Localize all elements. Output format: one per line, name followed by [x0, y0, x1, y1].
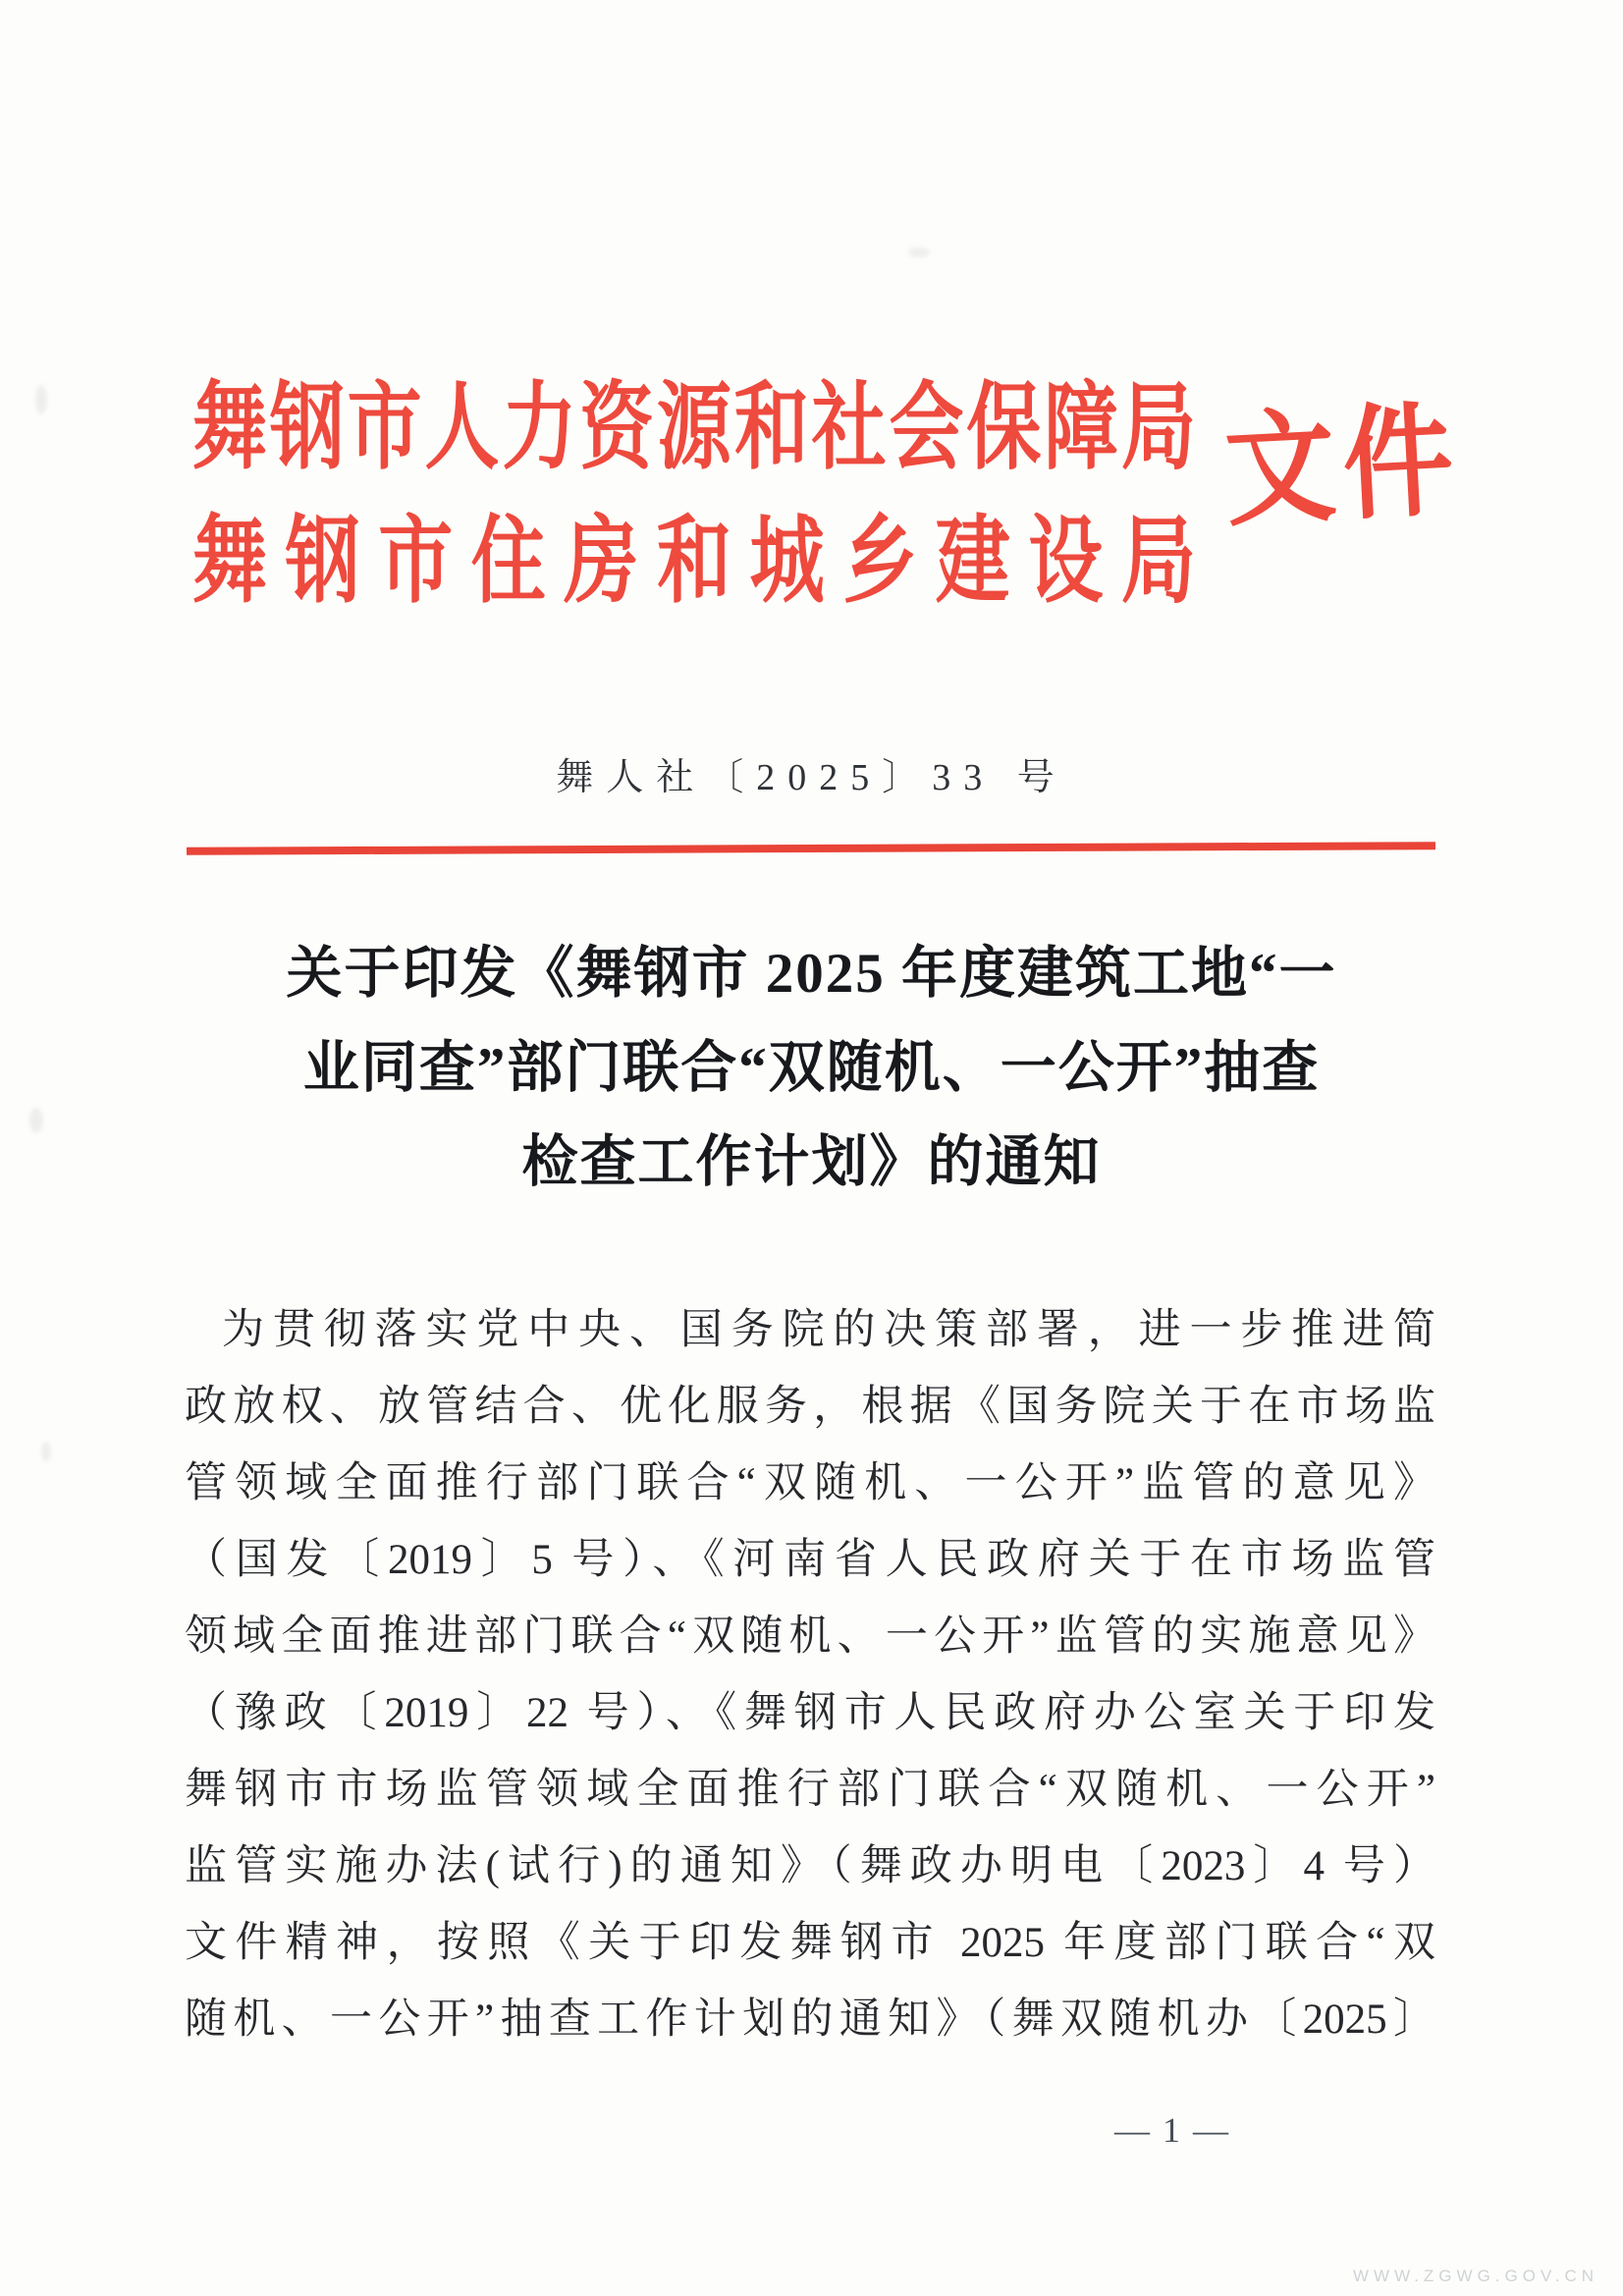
body-text-line: 管领域全面推行部门联合“双随机、一公开”监管的意见》 [185, 1460, 1435, 1506]
document-body [185, 1292, 1435, 2058]
body-text-line: 随机、一公开”抽查工作计划的通知》（舞双随机办〔2025〕 [185, 1996, 1435, 2043]
document-title-line-3: 检查工作计划》的通知 [521, 1131, 1102, 1193]
letterhead-org-name-1: 舞钢市人力资源和社会保障局 [192, 375, 1196, 482]
scan-artifact [41, 1442, 51, 1461]
scan-artifact [908, 247, 930, 257]
body-text-line: 领域全面推进部门联合“双随机、一公开”监管的实施意见》 [185, 1613, 1435, 1660]
scan-artifact [35, 385, 47, 414]
body-text-line: （豫政〔2019〕22 号）、《舞钢市人民政府办公室关于印发 [185, 1690, 1435, 1736]
document-title [98, 927, 1525, 1210]
red-divider-rule [187, 842, 1435, 855]
document-number: 舞人社〔2025〕33 号 [556, 757, 1067, 798]
body-text-line: 舞钢市市场监管领域全面推行部门联合“双随机、一公开” [185, 1767, 1435, 1813]
page-number: — 1 — [1114, 2110, 1230, 2150]
body-text-line: 为贯彻落实党中央、国务院的决策部署，进一步推进简 [222, 1307, 1435, 1353]
letterhead-org-name-2: 舞钢市住房和城乡建设局 [192, 509, 1196, 616]
body-text-line: 文件精神，按照《关于印发舞钢市 2025 年度部门联合“双 [185, 1920, 1435, 1966]
letterhead-doc-type: 文件 [1221, 393, 1465, 542]
body-text-line: 政放权、放管结合、优化服务，根据《国务院关于在市场监 [185, 1384, 1435, 1430]
site-watermark: WWW.ZGWG.GOV.CN [1353, 2267, 1599, 2285]
body-text-line: 监管实施办法(试行)的通知》（舞政办明电〔2023〕4 号） [185, 1843, 1435, 1889]
document-title-line-1: 关于印发《舞钢市 2025 年度建筑工地“一 [286, 943, 1337, 1005]
scan-artifact [29, 1108, 43, 1133]
document-title-line-2: 业同查”部门联合“双随机、一公开”抽查 [302, 1037, 1321, 1099]
body-text-line: （国发〔2019〕5 号）、《河南省人民政府关于在市场监管 [185, 1537, 1435, 1583]
